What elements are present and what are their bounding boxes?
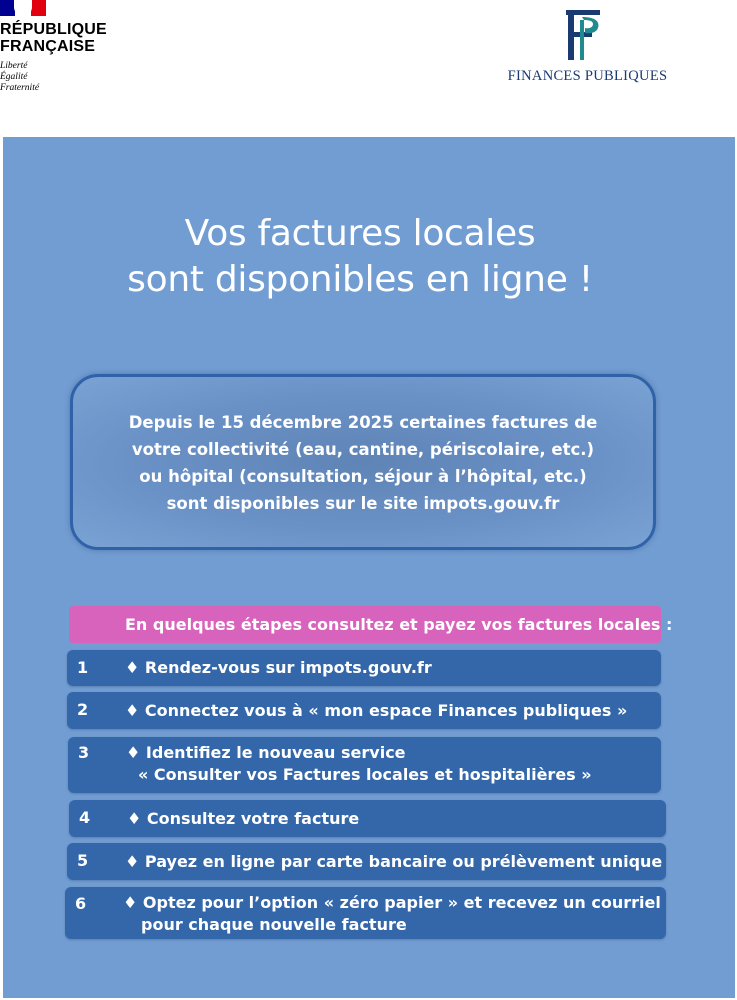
step-number: 4 (79, 808, 91, 827)
step-text: ♦ Optez pour l’option « zéro papier » et recevez un courriel pour chaque nouvelle facture (123, 893, 661, 934)
step-text: ♦ Connectez vous à « mon espace Finances publiques » (125, 701, 628, 720)
step-number: 3 (78, 743, 90, 762)
step-4 (69, 800, 666, 837)
step-text: ♦ Consultez votre facture (127, 809, 360, 828)
step-1 (67, 650, 661, 686)
finances-publiques-label: FINANCES PUBLIQUES (507, 68, 668, 84)
step-6 (65, 887, 666, 939)
republic-motto: Liberté Égalité Fraternité (0, 61, 40, 93)
step-2 (67, 692, 661, 729)
republique-francaise-name: RÉPUBLIQUE FRANÇAISE (0, 21, 107, 55)
poster-title: Vos factures locales sont disponibles en ligne ! (127, 213, 593, 300)
poster-panel (3, 137, 735, 998)
step-3 (68, 737, 661, 793)
step-5 (67, 843, 666, 880)
step-text: ♦ Rendez-vous sur impots.gouv.fr (125, 658, 432, 677)
step-number: 2 (77, 700, 89, 719)
step-number: 5 (77, 851, 89, 870)
finances-publiques-logo (500, 4, 675, 84)
step-text: ♦ Identifiez le nouveau service « Consulter vos Factures locales et hospitalières » (126, 743, 592, 784)
step-number: 1 (77, 658, 89, 677)
republique-francaise-logo (0, 0, 120, 100)
fp-monogram-icon (558, 4, 608, 62)
info-text: Depuis le 15 décembre 2025 certaines factures de votre collectivité (eau, cantine, périscolaire, etc.) ou hôpital (consultation, séjour à l’hôpital, etc.) sont disponibles sur le site impots.gouv.fr (128, 413, 598, 513)
info-box (70, 374, 656, 550)
steps-header: En quelques étapes consultez et payez vos factures locales : (69, 606, 661, 643)
marianne-flag-icon (0, 0, 46, 16)
step-number: 6 (75, 894, 87, 913)
step-text: ♦ Payez en ligne par carte bancaire ou prélèvement unique (125, 852, 663, 871)
